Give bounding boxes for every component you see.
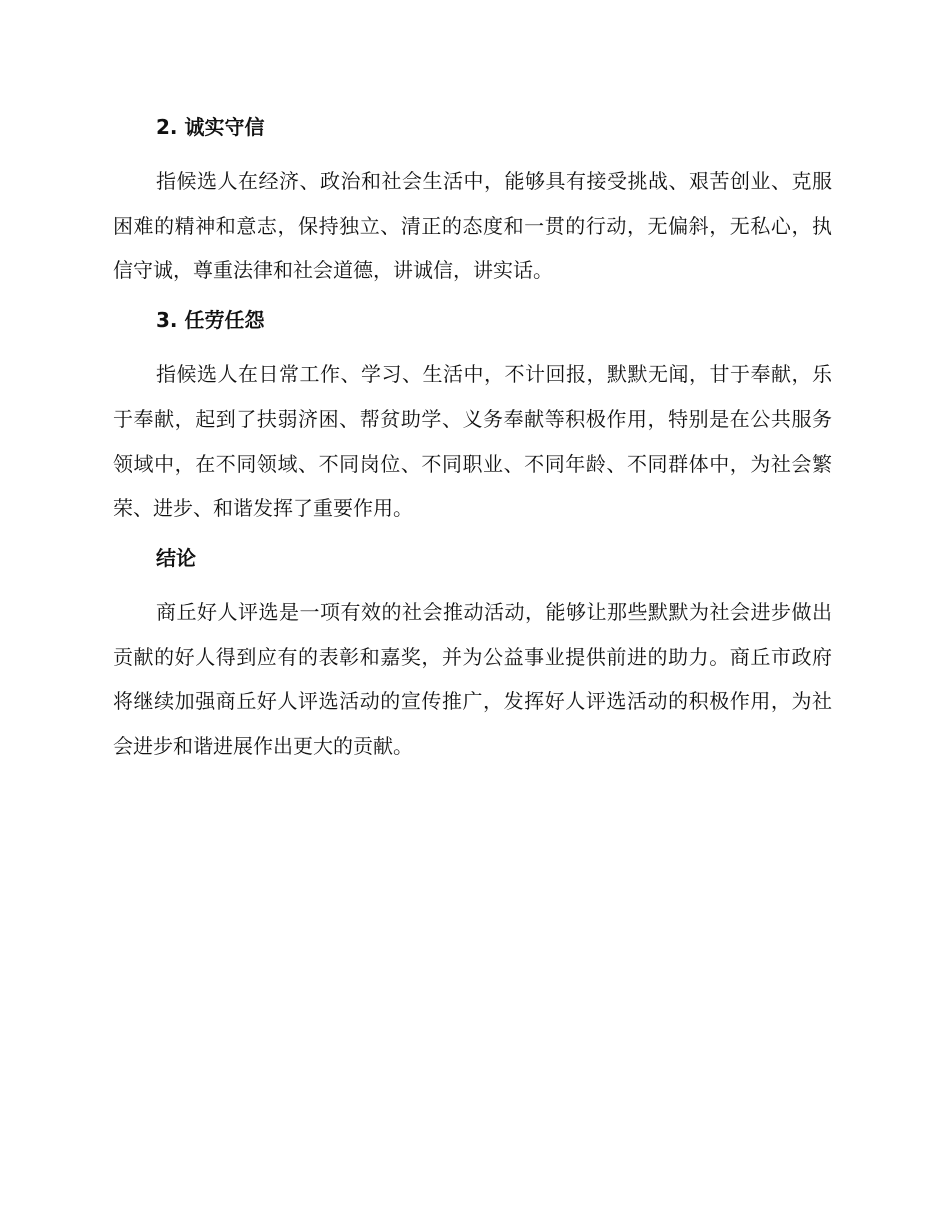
section-paragraph-honesty: 指候选人在经济、政治和社会生活中，能够具有接受挑战、艰苦创业、克服困难的精神和意志，保持独立、清正的态度和一贯的行动，无偏斜，无私心，执信守诚，尊重法律和社会道德，讲诚信，讲实话。	[113, 169, 832, 283]
section-heading-conclusion: 结论	[156, 545, 196, 570]
section-heading-honesty: 2. 诚实守信	[156, 115, 265, 139]
section-paragraph-conclusion: 商丘好人评选是一项有效的社会推动活动，能够让那些默默为社会进步做出贡献的好人得到应有的表彰和嘉奖，并为公益事业提供前进的助力。商丘市政府将继续加强商丘好人评选活动的宣传推广，发挥好人评选活动的积极作用，为社会进步和谐进展作出更大的贡献。	[113, 599, 832, 759]
section-paragraph-diligence: 指候选人在日常工作、学习、生活中，不计回报，默默无闻，甘于奉献，乐于奉献，起到了扶弱济困、帮贫助学、义务奉献等积极作用，特别是在公共服务领域中，在不同领域、不同岗位、不同职业、不同年龄、不同群体中，为社会繁荣、进步、和谐发挥了重要作用。	[113, 362, 832, 521]
section-heading-diligence: 3. 任劳任怨	[156, 308, 265, 333]
